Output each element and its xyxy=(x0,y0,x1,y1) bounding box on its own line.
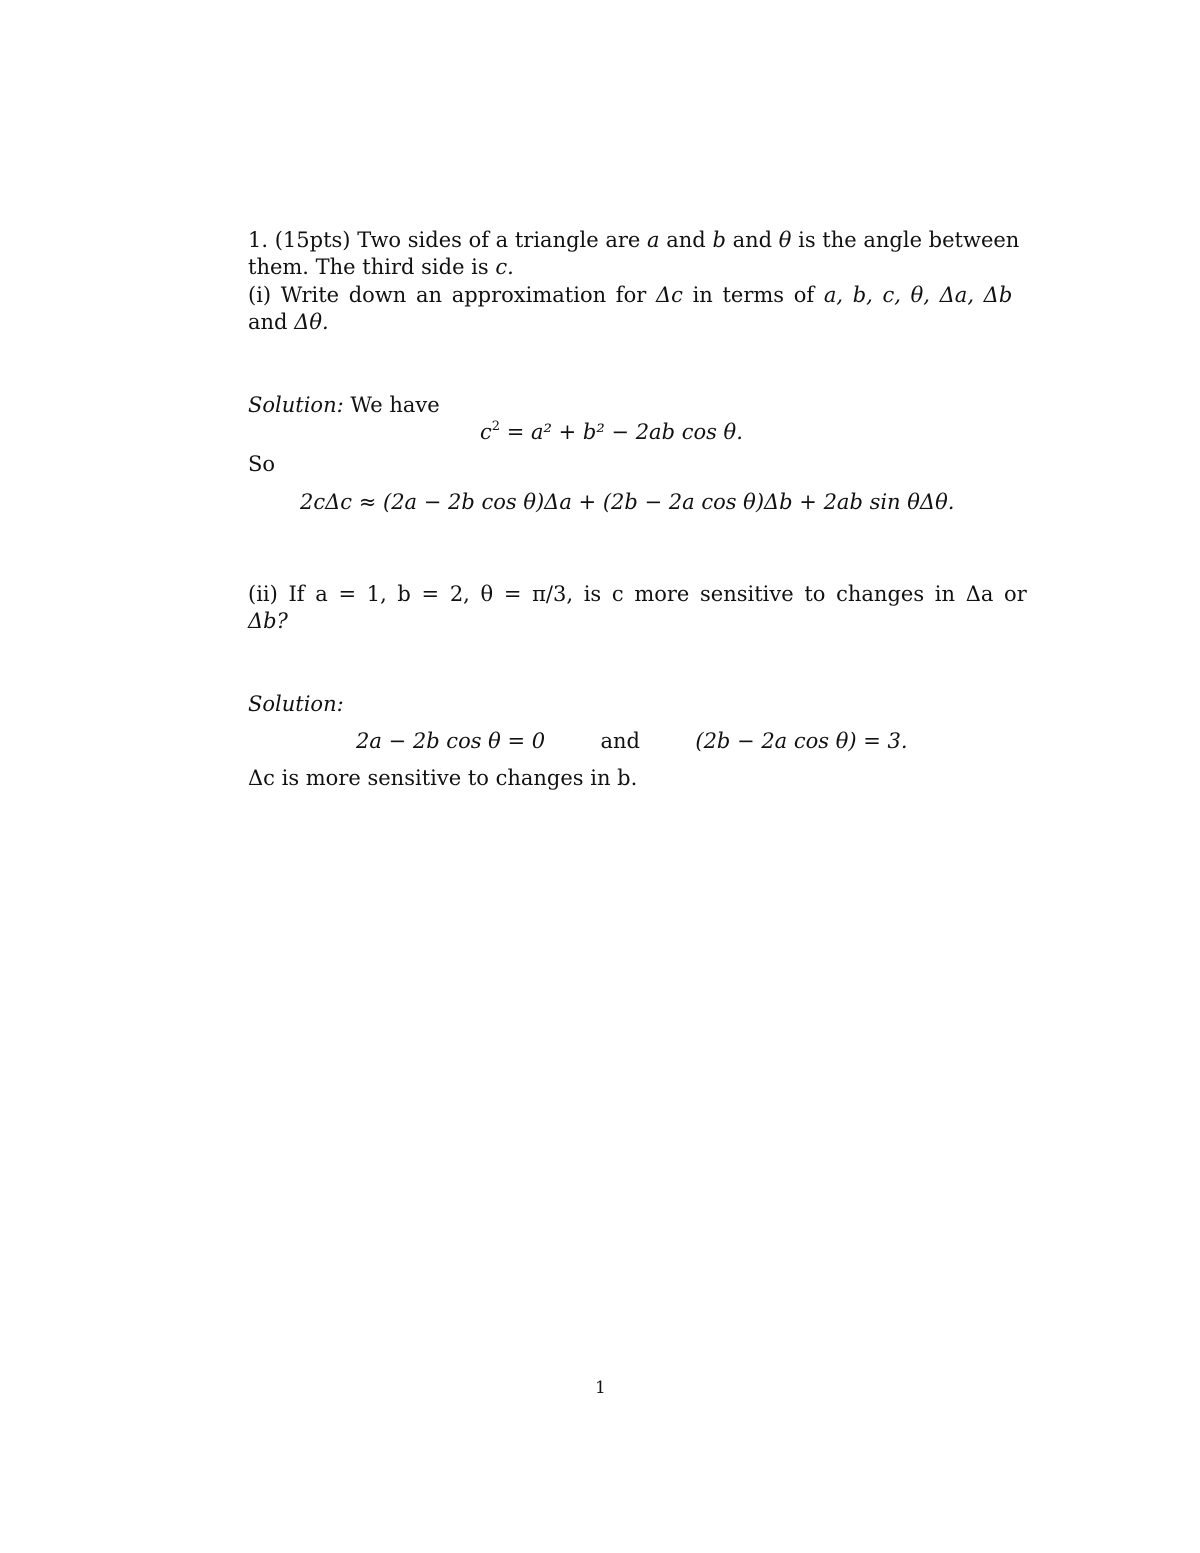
statement-text: Two sides of a triangle are xyxy=(357,228,641,252)
equation-differential xyxy=(300,489,954,516)
eq-right: (2b − 2a cos θ) = 3. xyxy=(695,729,908,753)
var-b: b xyxy=(712,228,726,252)
statement-text: is the angle between xyxy=(798,228,1020,252)
solution-label: Solution: xyxy=(248,692,344,716)
part-i-vars: a, b, c, θ, Δa, Δb xyxy=(823,283,1013,307)
problem-statement-line-1 xyxy=(248,227,1019,254)
solution-label: Solution: xyxy=(248,393,344,417)
statement-text: them. The third side is xyxy=(248,255,489,279)
and-text: and xyxy=(600,729,640,753)
part-ii-line-1 xyxy=(248,581,1027,608)
solution-intro: We have xyxy=(350,393,440,417)
part-i-line-2 xyxy=(248,309,329,336)
solution-2-label xyxy=(248,691,344,718)
delta-theta: Δθ. xyxy=(294,310,329,334)
problem-number: 1. xyxy=(248,228,269,252)
page-number: 1 xyxy=(595,1378,606,1398)
conclusion-text: Δc is more sensitive to changes in b. xyxy=(248,766,638,790)
problem-statement-line-2 xyxy=(248,254,514,281)
part-i-line-1 xyxy=(248,282,1012,309)
var-theta: θ xyxy=(778,228,792,252)
solution-2-conclusion xyxy=(248,765,637,792)
part-ii-text: If a = 1, b = 2, θ = π/3, is c more sensitive to changes in Δa or xyxy=(288,582,1027,606)
eq2: 2cΔc ≈ (2a − 2b cos θ)Δa + (2b − 2a cos θ)Δb + 2ab sin θΔθ. xyxy=(300,490,955,514)
solution-1-intro xyxy=(248,392,440,419)
part-ii-text2: Δb? xyxy=(248,609,288,633)
statement-text: and xyxy=(732,228,773,252)
part-i-text: in terms of xyxy=(692,283,815,307)
equation-coefficients xyxy=(356,728,908,755)
equation-law-of-cosines: $c^2 = a^2 + b^2 - 2ab$ cos θ. xyxy=(480,419,743,444)
delta-c: Δc xyxy=(655,283,683,307)
part-i-text: Write down an approximation for xyxy=(280,283,647,307)
eq-left: 2a − 2b cos θ = 0 xyxy=(356,729,546,753)
eq1-rhs: = a² + b² − 2ab cos θ. xyxy=(506,420,743,444)
part-i-text: and xyxy=(248,310,288,334)
solution-1-so xyxy=(248,451,275,478)
var-a: a xyxy=(647,228,660,252)
part-ii-label: (ii) xyxy=(248,582,278,606)
statement-text: and xyxy=(666,228,706,252)
part-i-label: (i) xyxy=(248,283,272,307)
eq1-lhs: c xyxy=(480,420,492,444)
problem-points: (15pts) xyxy=(274,228,351,252)
var-c: c. xyxy=(495,255,514,279)
so-text: So xyxy=(248,452,276,476)
part-ii-line-2 xyxy=(248,608,288,635)
